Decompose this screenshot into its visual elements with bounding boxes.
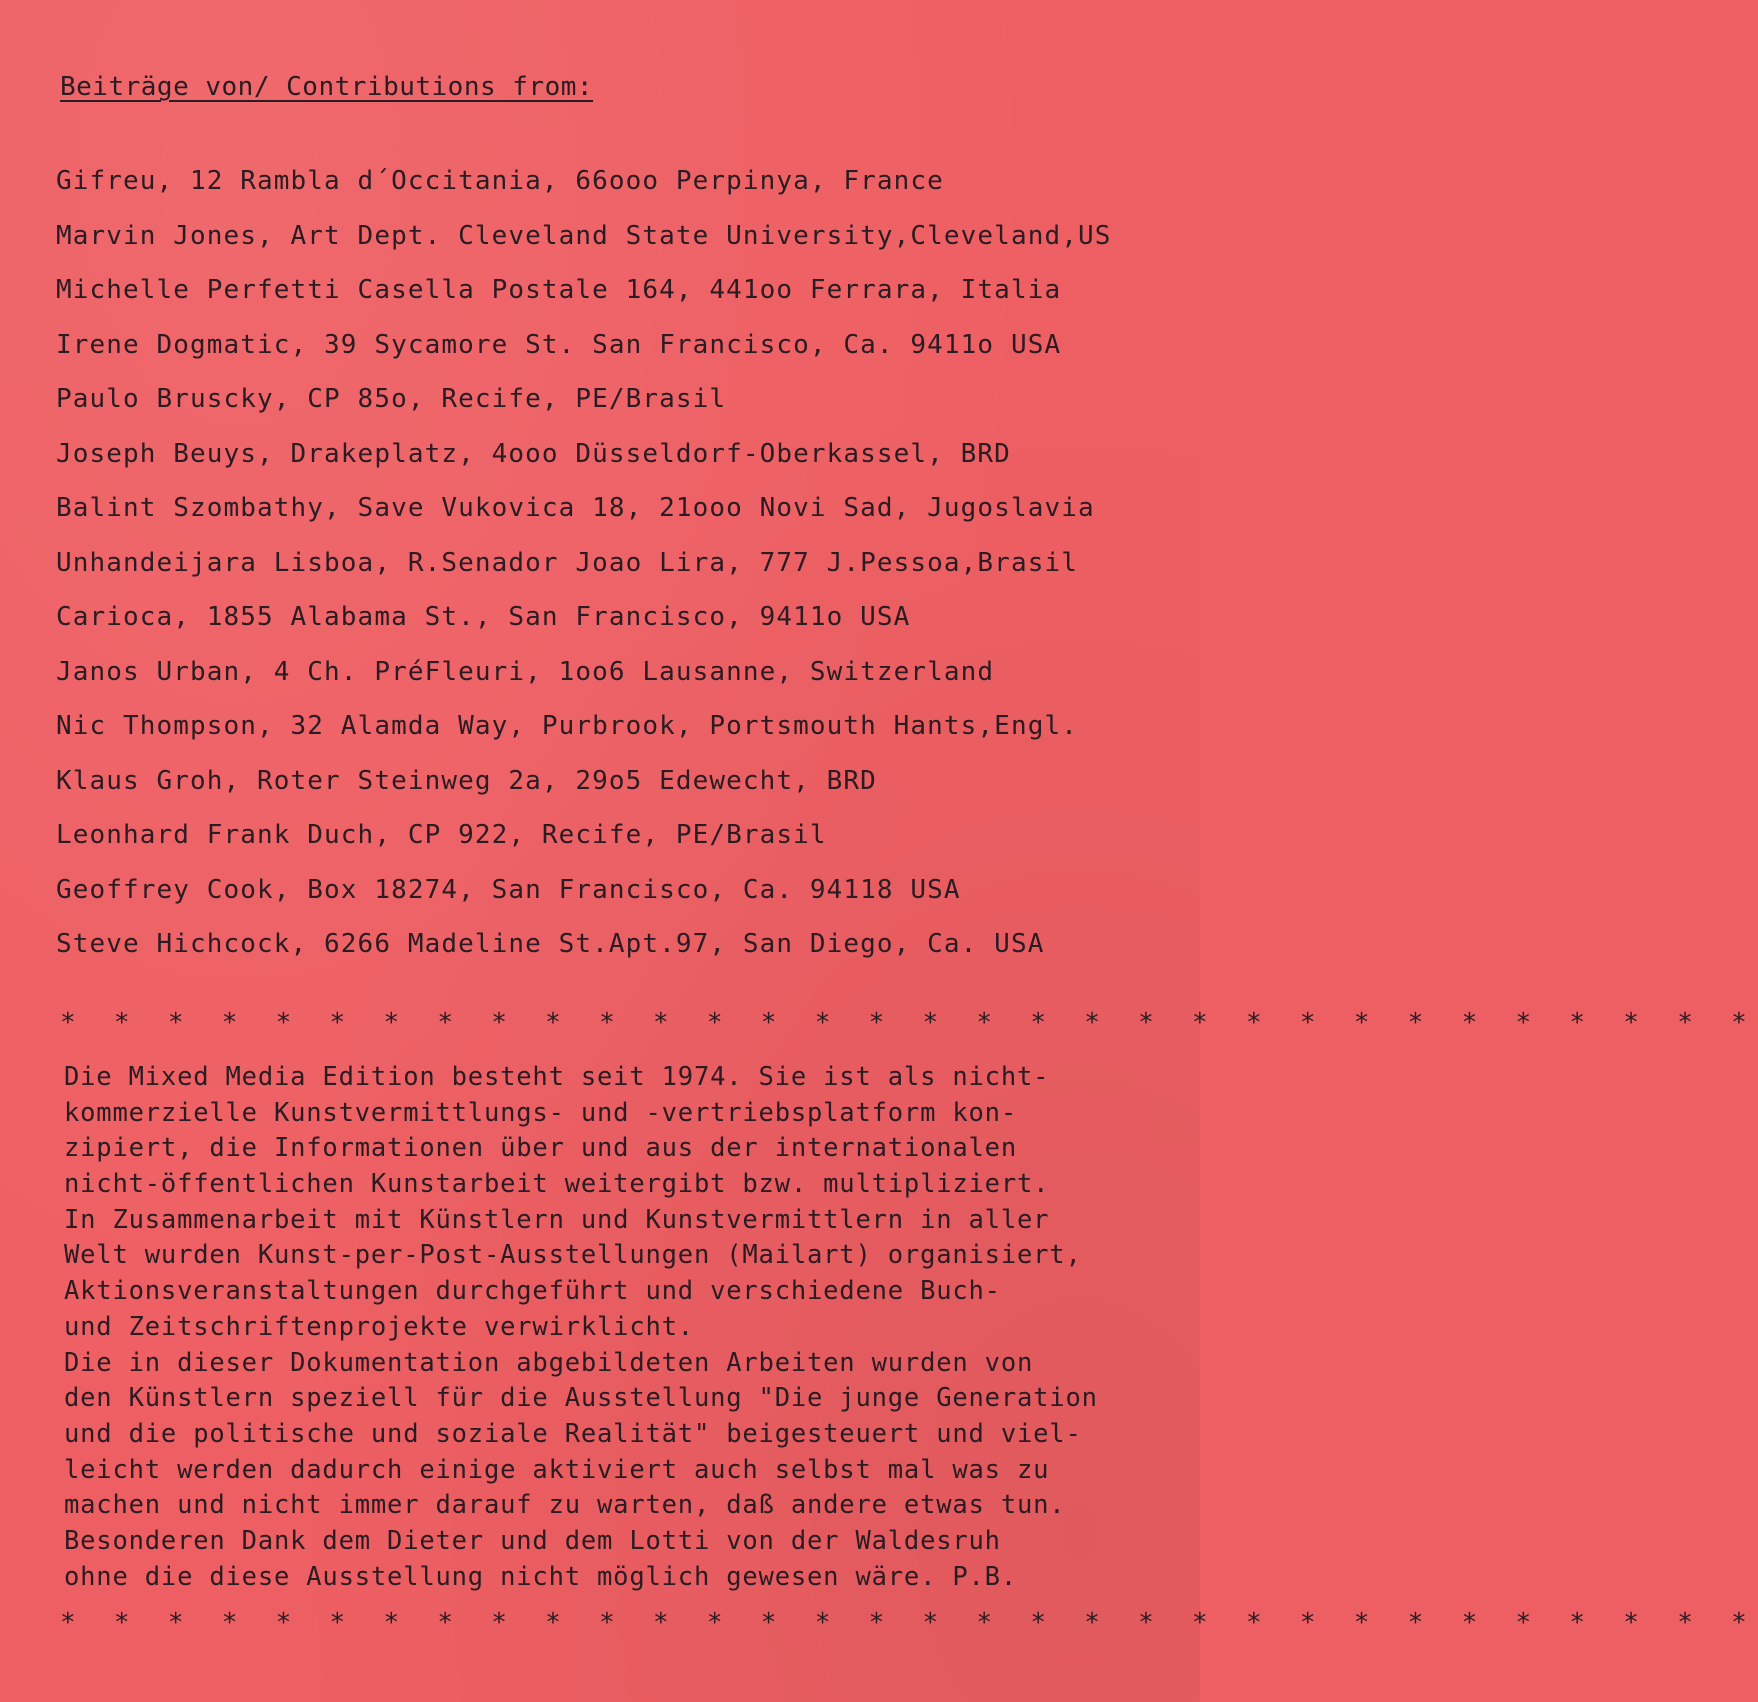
contributor-entry: Steve Hichcock, 6266 Madeline St.Apt.97, San Diego, Ca. USA [56, 929, 1045, 959]
contributor-entry: Gifreu, 12 Rambla d´Occitania, 66ooo Perpinya, France [56, 166, 944, 196]
page-title: Beiträge von/ Contributions from: [60, 72, 594, 102]
contributor-entry: Irene Dogmatic, 39 Sycamore St. San Francisco, Ca. 9411o USA [56, 329, 1062, 360]
contributor-entry: Paulo Bruscky, CP 85o, Recife, PE/Brasil [56, 384, 727, 414]
contributor-entry: Carioca, 1855 Alabama St., San Francisco, 9411o USA [56, 602, 911, 632]
paragraph-line: In Zusammenarbeit mit Künstlern und Kunstvermittlern in aller [64, 1204, 1050, 1235]
paragraph-line: und Zeitschriftenprojekte verwirklicht. [64, 1311, 694, 1342]
paragraph-line: Welt wurden Kunst-per-Post-Ausstellungen (Mailart) organisiert, [64, 1240, 1082, 1271]
contributor-entry: Klaus Groh, Roter Steinweg 2a, 29o5 Edewecht, BRD [56, 765, 877, 796]
asterisk-divider-top: * * * * * * * * * * * * * * * * * * * * * * * * * * * * * * * * [60, 1008, 1758, 1038]
paragraph-line: Die Mixed Media Edition besteht seit 1974. Sie ist als nicht- [64, 1062, 1050, 1092]
contributor-entry: Leonhard Frank Duch, CP 922, Recife, PE/Brasil [56, 820, 827, 850]
contributor-entry: Michelle Perfetti Casella Postale 164, 441oo Ferrara, Italia [56, 275, 1062, 305]
paragraph-line: zipiert, die Informationen über und aus der internationalen [64, 1133, 1017, 1164]
paragraph-line: kommerzielle Kunstvermittlungs- und -vertriebsplatform kon- [64, 1097, 1017, 1128]
paragraph-line: und die politische und soziale Realität" beigesteuert und viel- [64, 1418, 1082, 1449]
contributor-entry: Unhandeijara Lisboa, R.Senador Joao Lira, 777 J.Pessoa,Brasil [56, 547, 1078, 578]
contributor-entry: Joseph Beuys, Drakeplatz, 4ooo Düsseldorf-Oberkassel, BRD [56, 438, 1011, 469]
contributor-entry: Nic Thompson, 32 Alamda Way, Purbrook, Portsmouth Hants,Engl. [56, 711, 1078, 741]
paragraph-line: Die in dieser Dokumentation abgebildeten Arbeiten wurden von [64, 1347, 1034, 1378]
paragraph-line: leicht werden dadurch einige aktiviert auch selbst mal was zu [64, 1454, 1050, 1485]
paragraph-line: Besonderen Dank dem Dieter und dem Lotti von der Waldesruh [64, 1525, 1001, 1556]
contributor-entry: Balint Szombathy, Save Vukovica 18, 21ooo Novi Sad, Jugoslavia [56, 493, 1095, 523]
paragraph-line: nicht-öffentlichen Kunstarbeit weitergibt bzw. multipliziert. [64, 1169, 1050, 1200]
paragraph-line: den Künstlern speziell für die Ausstellung "Die junge Generation [64, 1383, 1098, 1414]
contributor-entry: Marvin Jones, Art Dept. Cleveland State University,Cleveland,US [56, 220, 1112, 251]
contributor-entry: Geoffrey Cook, Box 18274, San Francisco, Ca. 94118 USA [56, 874, 961, 905]
paragraph-line: machen und nicht immer darauf zu warten, daß andere etwas tun. [64, 1490, 1066, 1521]
contributor-list [56, 166, 1186, 984]
contributor-entry: Janos Urban, 4 Ch. PréFleuri, 1oo6 Lausanne, Switzerland [56, 656, 995, 687]
asterisk-divider-bottom: * * * * * * * * * * * * * * * * * * * * * * * * * * * * * * * * [60, 1608, 1758, 1638]
paragraph-line: ohne die diese Ausstellung nicht möglich gewesen wäre. P.B. [64, 1561, 1017, 1592]
paragraph-line: Aktionsveranstaltungen durchgeführt und verschiedene Buch- [64, 1276, 1001, 1307]
edition-description [64, 1062, 1200, 1597]
